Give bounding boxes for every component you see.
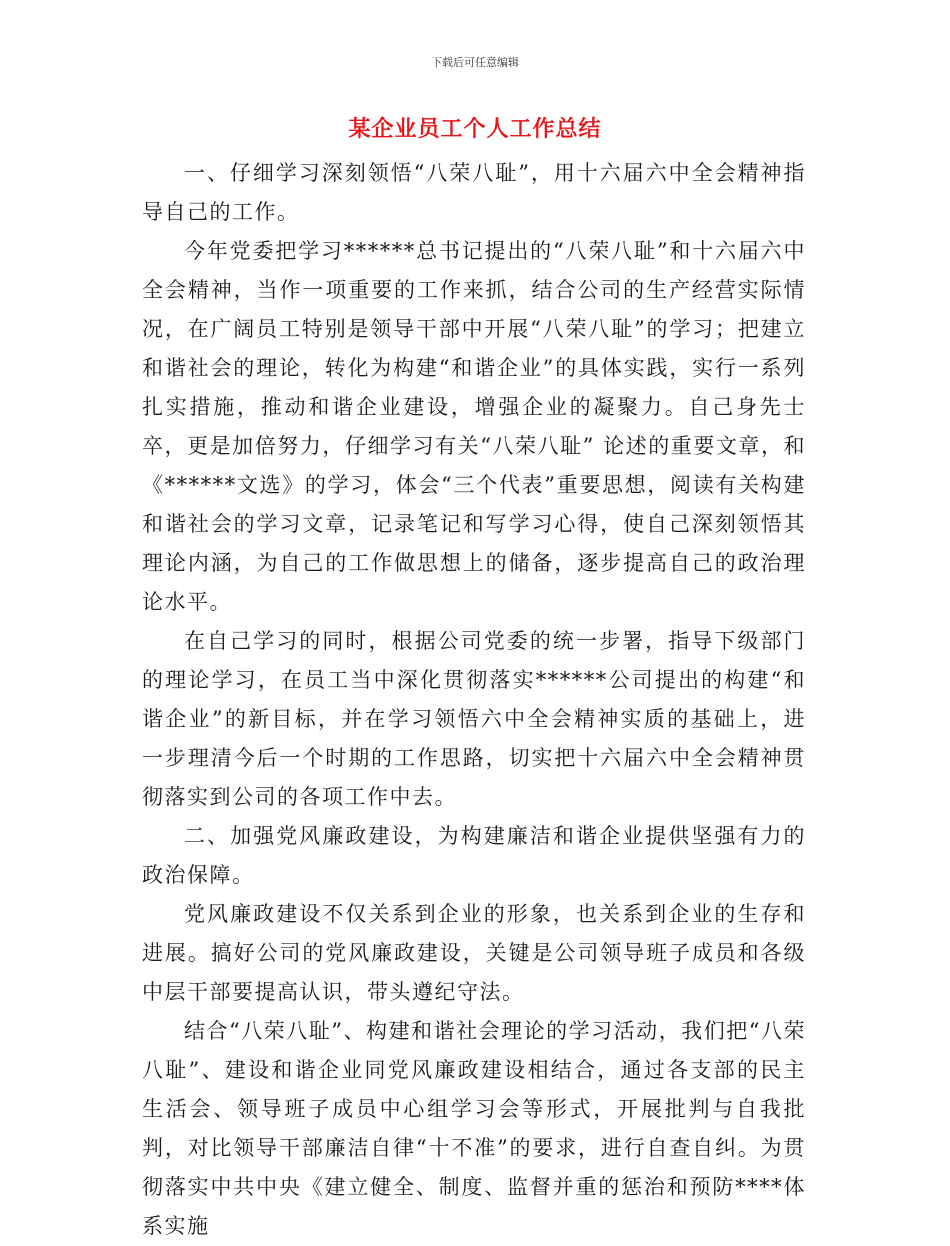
document-body: [142, 154, 806, 1246]
paragraph-section-2-heading: 二、加强党风廉政建设，为构建廉洁和谐企业提供坚强有力的政治保障。: [142, 824, 806, 887]
paragraph: 党风廉政建设不仅关系到企业的形象，也关系到企业的生存和进展。搞好公司的党风廉政建设，关键是公司领导班子成员和各级中层干部要提高认识，带头遵纪守法。: [142, 902, 806, 1004]
paragraph: 在自己学习的同时，根据公司党委的统一步署，指导下级部门的理论学习，在员工当中深化贯彻落实******公司提出的构建“和谐企业”的新目标，并在学习领悟六中全会精神实质的基础上，进一步理清今后一个时期的工作思路，切实把十六届六中全会精神贯彻落实到公司的各项工作中去。: [142, 629, 806, 809]
document-title: 某企业员工个人工作总结: [348, 116, 602, 142]
paragraph-section-1-heading: 一、仔细学习深刻领悟“八荣八耻”，用十六届六中全会精神指导自己的工作。: [142, 161, 806, 224]
paragraph: 结合“八荣八耻”、构建和谐社会理论的学习活动，我们把“八荣八耻”、建设和谐企业同党风廉政建设相结合，通过各支部的民主生活会、领导班子成员中心组学习会等形式，开展批判与自我批判，对比领导干部廉洁自律“十不准”的要求，进行自查自纠。为贯彻落实中共中央《建立健全、制度、监督并重的惩治和预防****体系实施: [142, 1019, 806, 1238]
paragraph: 今年党委把学习******总书记提出的“八荣八耻”和十六届六中全会精神，当作一项重要的工作来抓，结合公司的生产经营实际情况，在广阔员工特别是领导干部中开展“八荣八耻”的学习；把建立和谐社会的理论，转化为构建“和谐企业”的具体实践，实行一系列扎实措施，推动和谐企业建设，增强企业的凝聚力。自己身先士卒，更是加倍努力，仔细学习有关“八荣八耻” 论述的重要文章，和《******文选》的学习，体会“三个代表”重要思想，阅读有关构建和谐社会的学习文章，记录笔记和写学习心得，使自己深刻领悟其理论内涵，为自己的工作做思想上的储备，逐步提高自己的政治理论水平。: [142, 239, 806, 614]
header-note: 下载后可任意编辑: [431, 56, 519, 69]
